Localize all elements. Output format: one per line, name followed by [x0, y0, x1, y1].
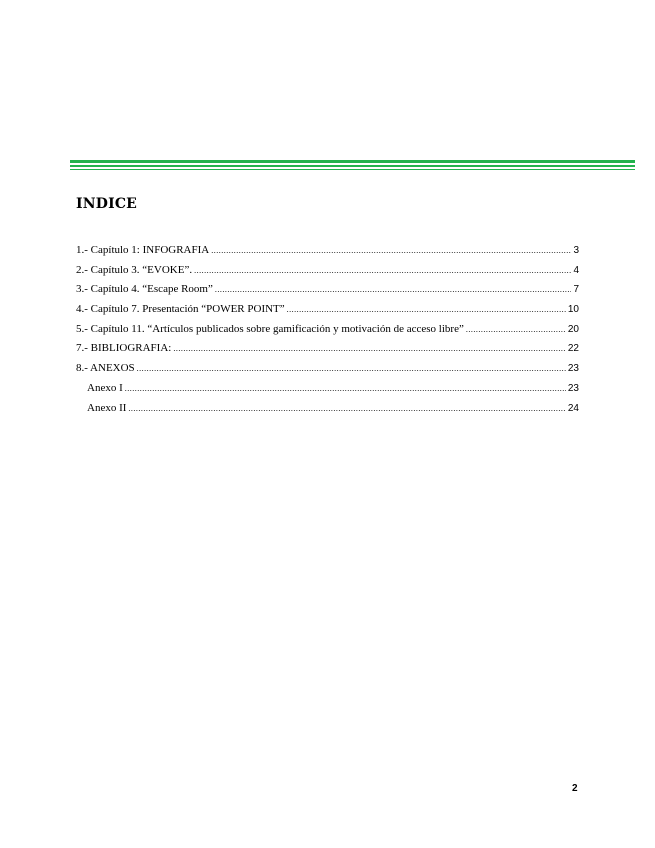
toc-entry-title: Anexo I	[87, 381, 123, 394]
page-number: 2	[572, 783, 578, 794]
toc-dot-leader	[125, 379, 566, 399]
toc-entry[interactable]	[76, 241, 579, 261]
toc-dot-leader	[211, 241, 571, 261]
toc-entry-title: 2.- Capítulo 3. “EVOKE”.	[76, 263, 193, 276]
toc-dot-leader	[215, 280, 572, 300]
toc-dot-leader	[173, 339, 566, 359]
toc-entry-page: 23	[567, 382, 579, 394]
toc-entry[interactable]	[76, 339, 579, 359]
toc-entry[interactable]	[76, 320, 579, 340]
toc-subentry[interactable]	[76, 399, 579, 419]
toc-entry-title: Anexo II	[87, 401, 127, 414]
toc-entry-title: 4.- Capítulo 7. Presentación “POWER POINT”	[76, 303, 285, 316]
toc-entry-title: 5.- Capítulo 11. “Artículos publicados sobre gamificación y motivación de acceso libre”	[76, 322, 464, 335]
toc-dot-leader	[466, 320, 566, 340]
toc-entry[interactable]	[76, 280, 579, 300]
toc-entry-page: 3	[573, 245, 579, 256]
toc-dot-leader	[137, 359, 566, 379]
toc-dot-leader	[128, 399, 565, 419]
toc-entry[interactable]	[76, 300, 579, 320]
toc-entry-page: 4	[573, 264, 579, 276]
toc-entry-page: 20	[567, 323, 579, 335]
toc-entry-page: 7	[573, 284, 579, 296]
toc-entry-page: 24	[567, 402, 579, 414]
toc-entry-title: 8.- ANEXOS	[76, 362, 135, 375]
toc-entry[interactable]	[76, 359, 579, 379]
toc-entry-title: 1.- Capítulo 1: INFOGRAFIA	[76, 244, 210, 256]
page-title: INDICE	[76, 196, 138, 212]
toc-dot-leader	[194, 261, 571, 281]
toc-subentry[interactable]	[76, 379, 579, 399]
toc-entry[interactable]	[76, 261, 579, 281]
toc-entry-page: 10	[567, 304, 579, 316]
header-rule	[70, 160, 635, 170]
toc-entry-title: 3.- Capítulo 4. “Escape Room”	[76, 283, 213, 296]
toc-entry-title: 7.- BIBLIOGRAFIA:	[76, 342, 172, 355]
table-of-contents	[76, 241, 579, 418]
toc-entry-page: 22	[567, 343, 579, 355]
toc-dot-leader	[287, 300, 566, 320]
toc-entry-page: 23	[567, 363, 579, 375]
